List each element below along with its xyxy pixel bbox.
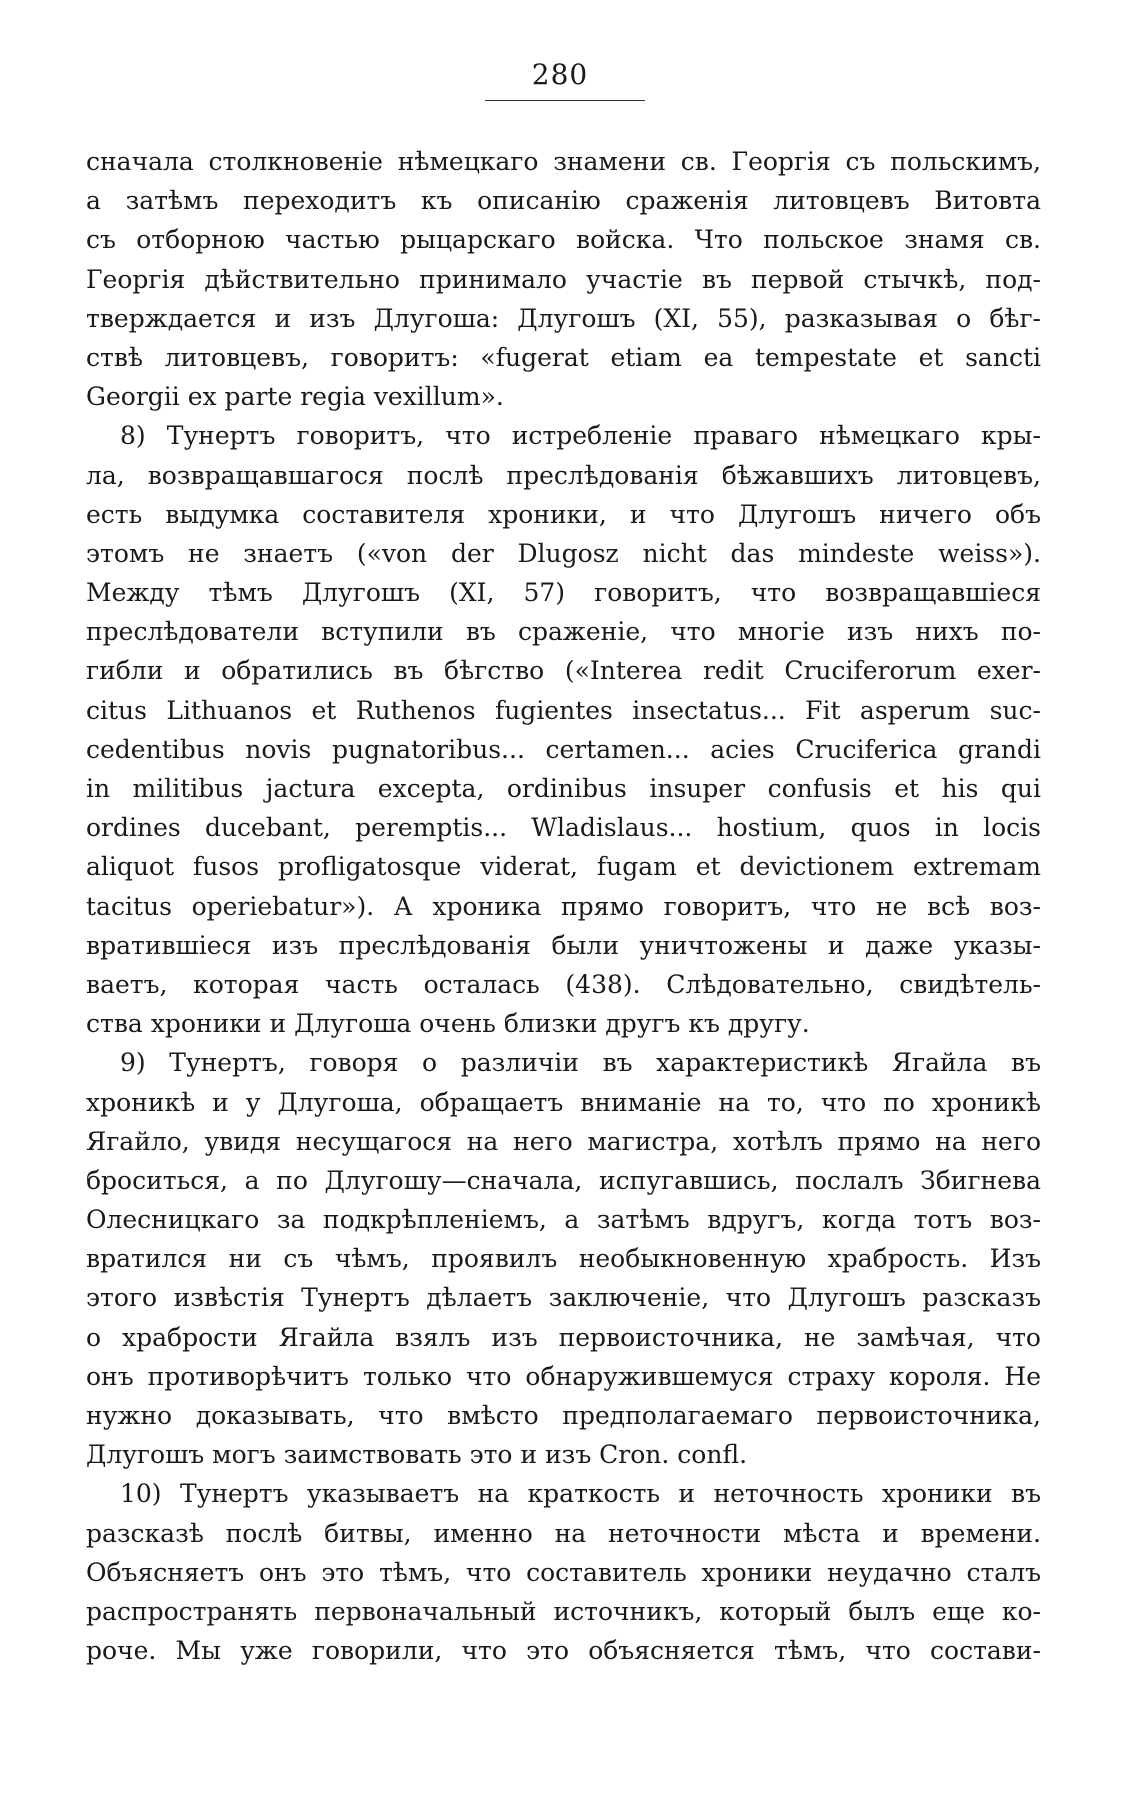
text-line: ства хроники и Длугоша очень близки другъ къ другу. — [86, 1009, 810, 1039]
text-line: cedentibus novis pugnatoribus... certamen... acies Cruciferica grandi — [86, 734, 1041, 764]
text-line: Длугошъ могъ заимствовать это и изъ Cron. confl. — [86, 1440, 748, 1470]
text-line: in militibus jactura excepta, ordinibus insuper confusis et his qui — [86, 774, 1041, 803]
text-line: citus Lithuanos et Ruthenos fugientes insectatus... Fit asperum suc- — [86, 695, 1041, 725]
text-line: вратился ни съ чѣмъ, проявилъ необыкновенную храбрость. Изъ — [86, 1244, 1041, 1274]
text-line: сначала столкновенiе нѣмецкаго знамени св. Георгiя съ польскимъ, — [86, 147, 1041, 176]
text-line: распространять первоначальный источникъ, который былъ еще ко- — [86, 1596, 1041, 1626]
text-line: ла, возвращавшагося послѣ преслѣдованiя бѣжавшихъ литовцевъ, — [86, 460, 1041, 490]
text-line: роче. Мы уже говорили, что это объясняется тѣмъ, что состави- — [86, 1636, 1041, 1666]
body-text — [86, 142, 1041, 1670]
text-line: преслѣдователи вступили въ сраженiе, что многiе изъ нихъ по- — [86, 617, 1041, 647]
text-line: Объясняетъ онъ это тѣмъ, что составитель хроники неудачно сталъ — [86, 1557, 1041, 1587]
text-line: aliquot fusos profligatosque viderat, fugam et devictionem extremam — [86, 852, 1041, 882]
text-line: разсказѣ послѣ битвы, именно на неточности мѣста и времени. — [86, 1518, 1041, 1548]
text-line: ordines ducebant, peremptis... Wladislaus... hostium, quos in locis — [86, 813, 1041, 843]
text-line: онъ противорѣчитъ только что обнаружившемуся страху короля. Не — [86, 1361, 1041, 1391]
text-line: Georgii ex parte regia vexillum». — [86, 382, 504, 412]
text-line: о храбрости Ягайла взялъ изъ первоисточника, не замѣчая, что — [86, 1322, 1041, 1352]
page-number-rule — [485, 100, 645, 101]
text-line: этого извѣстiя Тунертъ дѣлаетъ заключенiе, что Длугошъ разсказъ — [86, 1283, 1041, 1313]
text-line: 9) Тунертъ, говоря о различiи въ характеристикѣ Ягайла въ — [120, 1048, 1041, 1078]
text-line: вратившiеся изъ преслѣдованiя были уничтожены и даже указы- — [86, 930, 1041, 960]
text-line: tacitus operiebatur»). А хроника прямо говоритъ, что не всѣ воз- — [86, 891, 1041, 921]
text-line: а затѣмъ переходитъ къ описанiю сраженiя литовцевъ Витовта — [86, 186, 1041, 216]
text-line: этомъ не знаетъ («von der Dlugosz nicht das mindeste weiss»). — [86, 538, 1041, 568]
text-line: ствѣ литовцевъ, говоритъ: «fugerat etiam ea tempestate et sancti — [86, 342, 1041, 372]
page-number: 280 — [531, 58, 589, 91]
text-line: нужно доказывать, что вмѣсто предполагаемаго первоисточника, — [86, 1401, 1041, 1430]
text-line: тверждается и изъ Длугоша: Длугошъ (XI, 55), разказывая о бѣг- — [86, 303, 1041, 333]
text-line: Георгiя дѣйствительно принимало участiе въ первой стычкѣ, под- — [86, 264, 1041, 294]
text-line: Олесницкаго за подкрѣпленiемъ, а затѣмъ вдругъ, когда тотъ воз- — [86, 1205, 1041, 1235]
text-line: Между тѣмъ Длугошъ (XI, 57) говоритъ, что возвращавшiеся — [86, 578, 1041, 608]
text-line: есть выдумка составителя хроники, и что Длугошъ ничего объ — [86, 499, 1041, 529]
text-line: броситься, а по Длугошу—сначала, испугавшись, послалъ Збигнева — [86, 1165, 1041, 1195]
text-line: Ягайло, увидя несущагося на него магистра, хотѣлъ прямо на него — [86, 1126, 1041, 1156]
text-line: съ отборною частью рыцарскаго войска. Что польское знамя св. — [86, 225, 1041, 255]
text-line: 8) Тунертъ говоритъ, что истребленiе праваго нѣмецкаго кры- — [120, 421, 1041, 451]
text-line: ваетъ, которая часть осталась (438). Слѣдовательно, свидѣтель- — [86, 969, 1041, 999]
text-line: 10) Тунертъ указываетъ на краткость и неточность хроники въ — [120, 1479, 1041, 1509]
text-line: гибли и обратились въ бѣгство («Interea redit Cruciferorum exer- — [86, 656, 1041, 686]
text-line: хроникѣ и у Длугоша, обращаетъ вниманiе на то, что по хроникѣ — [86, 1087, 1041, 1117]
